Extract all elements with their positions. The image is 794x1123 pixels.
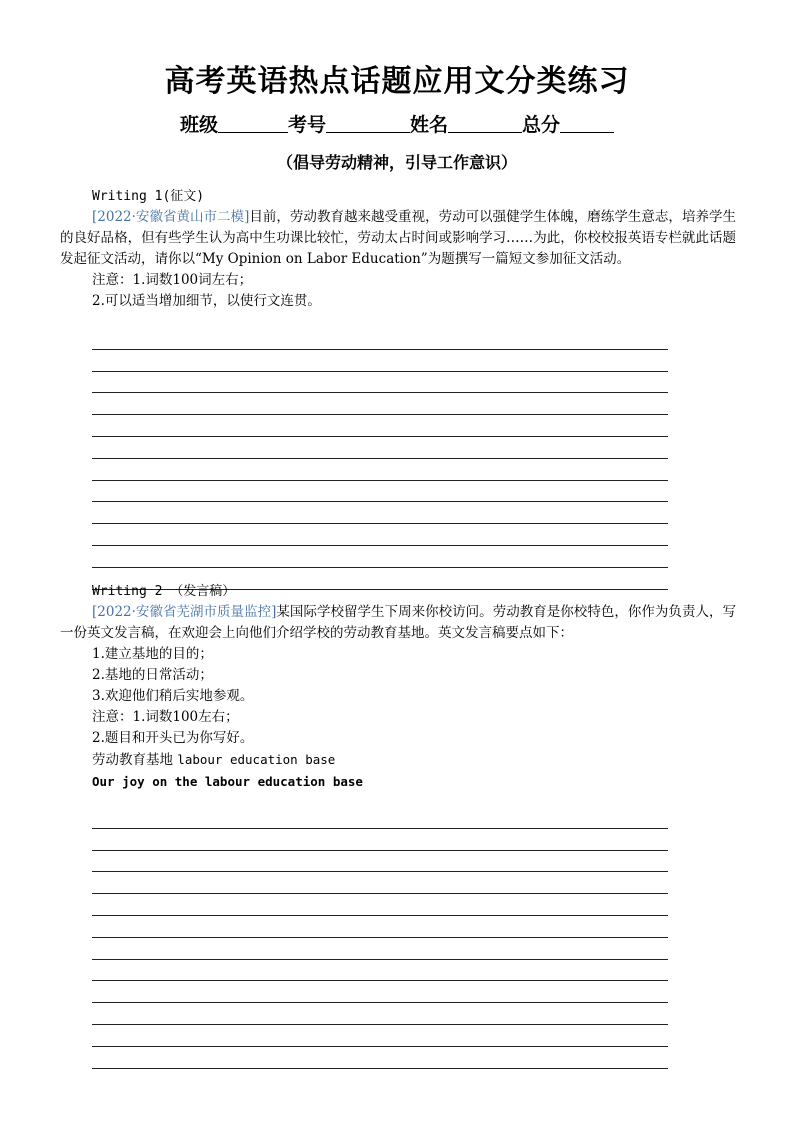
answer-line[interactable] [92, 1025, 668, 1047]
answer-line[interactable] [92, 872, 668, 894]
answer-line[interactable] [92, 350, 668, 372]
class-label: 班级 [179, 114, 218, 136]
writing-2-vocab [60, 749, 736, 771]
answer-line[interactable] [92, 1003, 668, 1025]
writing-1-heading: Writing 1(征文) [92, 189, 205, 204]
vocab-chinese: 劳动教育基地 [92, 752, 173, 768]
answer-line[interactable] [92, 393, 668, 415]
writing-2-point-3: 3.欢迎他们稍后实地参观。 [92, 688, 254, 704]
writing-2-source: [2022·安徽省芜湖市质量监控] [92, 604, 277, 620]
score-blank[interactable] [560, 112, 614, 133]
writing-1-note-2: 2.可以适当增加细节，以使行文连贯。 [92, 293, 321, 309]
answer-line[interactable] [92, 524, 668, 546]
answer-line[interactable] [92, 546, 668, 568]
writing-1-source: [2022·安徽省黄山市二模] [92, 209, 250, 225]
writing-2-prompt [60, 602, 736, 644]
answer-line[interactable] [92, 415, 668, 437]
writing-2-answer-lines[interactable] [92, 807, 668, 1069]
answer-line[interactable] [92, 807, 668, 829]
writing-2-note-2: 2.题目和开头已为你写好。 [92, 730, 254, 746]
score-label: 总分 [522, 114, 561, 136]
vocab-english: labour education base [177, 752, 336, 767]
writing-2-heading: Writing 2 （发言稿） [92, 584, 236, 599]
exam-no-label: 考号 [287, 114, 326, 136]
student-info-row [0, 112, 794, 138]
answer-line[interactable] [92, 437, 668, 459]
writing-2-note-1: 注意：1.词数100左右； [92, 709, 239, 725]
writing-1-answer-lines[interactable] [92, 328, 668, 590]
writing-1-note-1: 注意：1.词数100词左右； [92, 272, 253, 288]
answer-line[interactable] [92, 916, 668, 938]
class-blank[interactable] [218, 112, 288, 133]
exam-no-blank[interactable] [326, 112, 410, 133]
answer-line[interactable] [92, 372, 668, 394]
writing-2-section [60, 581, 736, 792]
name-label: 姓名 [410, 114, 449, 136]
writing-1-section [60, 186, 736, 312]
answer-line[interactable] [92, 938, 668, 960]
page-subtitle: （倡导劳动精神，引导工作意识） [276, 153, 517, 172]
answer-line[interactable] [92, 502, 668, 524]
answer-line[interactable] [92, 894, 668, 916]
writing-1-prompt [60, 207, 736, 270]
writing-2-body: 某国际学校留学生下周来你校访问。劳动教育是你校特色，你作为负责人，写一份英文发言稿，在欢迎会上向他们介绍学校的劳动教育基地。英文发言稿要点如下： [60, 604, 737, 641]
answer-line[interactable] [92, 481, 668, 503]
writing-2-starter: Our joy on the labour education base [92, 774, 363, 789]
writing-2-point-1: 1.建立基地的目的； [92, 646, 213, 662]
name-blank[interactable] [448, 112, 522, 133]
answer-line[interactable] [92, 1047, 668, 1069]
answer-line[interactable] [92, 328, 668, 350]
page-title: 高考英语热点话题应用文分类练习 [164, 64, 630, 99]
answer-line[interactable] [92, 981, 668, 1003]
answer-line[interactable] [92, 960, 668, 982]
answer-line[interactable] [92, 851, 668, 873]
writing-1-body: 目前，劳动教育越来越受重视，劳动可以强健学生体魄，磨练学生意志，培养学生的良好品格，但有些学生认为高中生功课比较忙，劳动太占时间或影响学习……为此，你校校报英语专栏就此话题发起征文活动，请你以“My Opinion on Labor Education”为题撰写一篇短文参加征文活动。 [60, 209, 736, 267]
answer-line[interactable] [92, 829, 668, 851]
answer-line[interactable] [92, 459, 668, 481]
writing-2-point-2: 2.基地的日常活动； [92, 667, 213, 683]
